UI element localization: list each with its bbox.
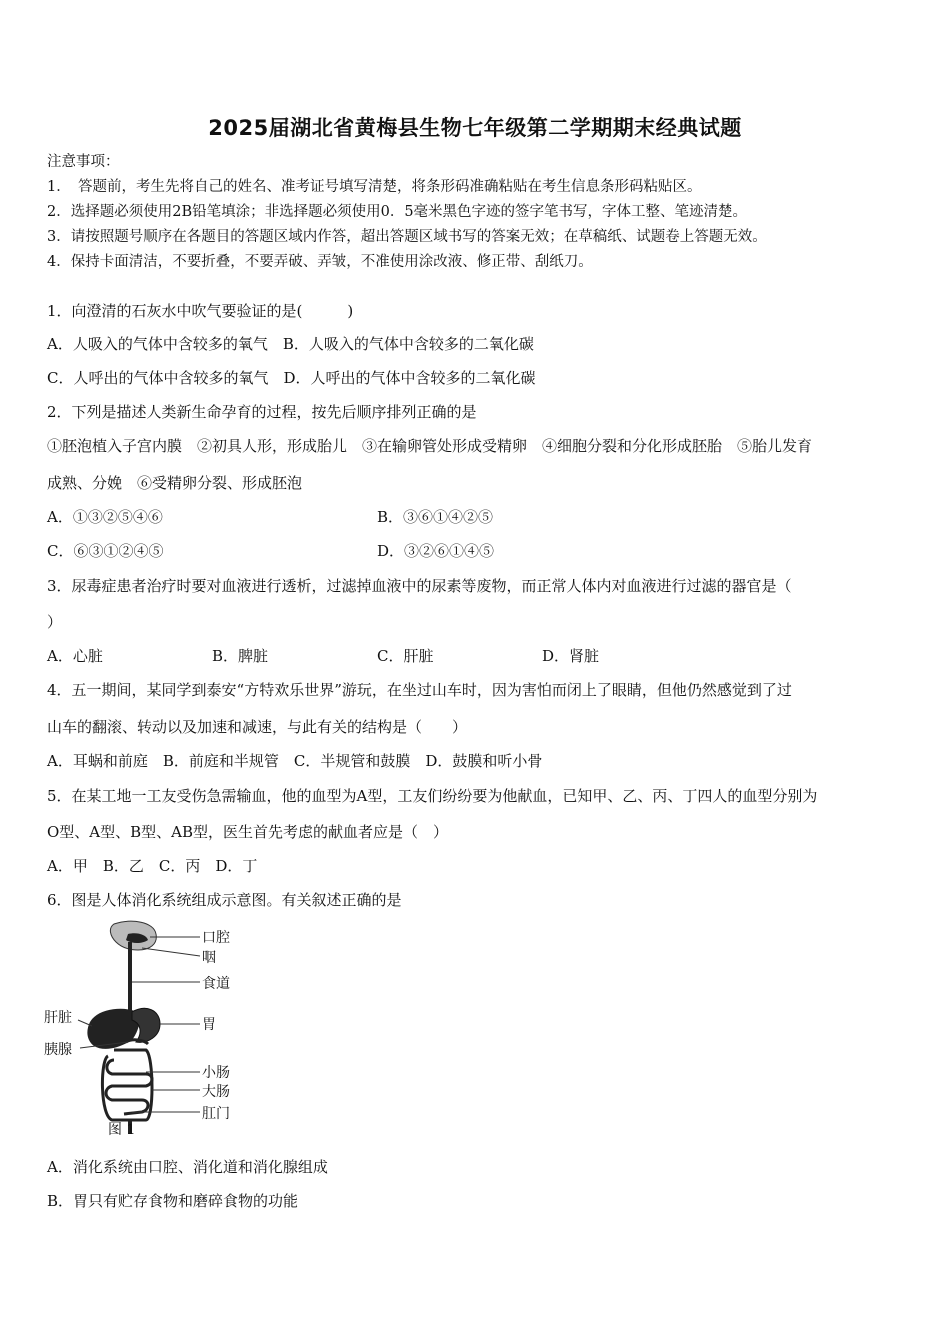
figure-label-pharynx: 咽 xyxy=(202,950,216,966)
question-5-stem-line1: 5．在某工地一工友受伤急需输血，他的血型为A型，工友们纷纷要为他献血，已知甲、乙、丙、丁四人的血型分别为 xyxy=(47,787,818,805)
question-1-options-row1: A．人吸入的气体中含较多的氧气 B．人吸入的气体中含较多的二氧化碳 xyxy=(47,335,534,353)
question-1-stem: 1．向澄清的石灰水中吹气要验证的是( ) xyxy=(47,302,354,320)
question-3-stem-line2: ） xyxy=(47,613,63,631)
question-2-items-line2: 成熟、分娩 ⑥受精卵分裂、形成胚泡 xyxy=(47,474,303,492)
notice-item: 2．选择题必须使用2B铅笔填涂；非选择题必须使用0．5毫米黑色字迹的签字笔书写，字体工整、笔迹清楚。 xyxy=(47,204,748,220)
question-2-option-b: B．③⑥①④②⑤ xyxy=(377,508,494,526)
notice-heading: 注意事项： xyxy=(47,154,120,170)
notice-item: 4．保持卡面清洁，不要折叠，不要弄破、弄皱，不准使用涂改液、修正带、刮纸刀。 xyxy=(47,254,593,270)
question-2-items-line1: ①胚泡植入子宫内膜 ②初具人形，形成胎儿 ③在输卵管处形成受精卵 ④细胞分裂和分化形成胚胎 ⑤胎儿发育 xyxy=(47,437,813,455)
question-4-stem-line2: 山车的翻滚、转动以及加速和减速，与此有关的结构是（ ） xyxy=(47,718,468,736)
figure-label-esophagus: 食道 xyxy=(202,976,230,992)
figure-label-mouth: 口腔 xyxy=(202,930,230,946)
notice-item: 1． 答题前，考生先将自己的姓名、准考证号填写清楚，将条形码准确粘贴在考生信息条形码粘贴区。 xyxy=(47,179,702,195)
figure-caption: 图 1 xyxy=(108,1122,136,1138)
question-3-stem-line1: 3．尿毒症患者治疗时要对血液进行透析，过滤掉血液中的尿素等废物，而正常人体内对血液进行过滤的器官是（ xyxy=(47,577,792,595)
question-2-option-a: A．①③②⑤④⑥ xyxy=(47,508,163,526)
question-2-stem: 2．下列是描述人类新生命孕育的过程，按先后顺序排列正确的是 xyxy=(47,403,477,421)
question-5-options: A．甲 B．乙 C．丙 D．丁 xyxy=(47,857,258,875)
figure-label-large-intestine: 大肠 xyxy=(202,1084,230,1100)
figure-label-liver: 肝脏 xyxy=(44,1010,72,1026)
question-2-option-c: C．⑥③①②④⑤ xyxy=(47,542,164,560)
question-3-option-b: B．脾脏 xyxy=(212,647,269,665)
question-6-option-b: B．胃只有贮存食物和磨碎食物的功能 xyxy=(47,1192,299,1210)
question-2-option-d: D．③②⑥①④⑤ xyxy=(377,542,495,560)
figure-label-pancreas: 胰腺 xyxy=(44,1042,72,1058)
page-title: 2025届湖北省黄梅县生物七年级第二学期期末经典试题 xyxy=(208,116,742,140)
question-4-options: A．耳蜗和前庭 B．前庭和半规管 C．半规管和鼓膜 D．鼓膜和听小骨 xyxy=(47,752,543,770)
figure-label-small-intestine: 小肠 xyxy=(202,1065,230,1081)
question-6-option-a: A．消化系统由口腔、消化道和消化腺组成 xyxy=(47,1158,328,1176)
digestive-system-figure xyxy=(42,920,252,1145)
question-3-option-c: C．肝脏 xyxy=(377,647,434,665)
question-3-option-d: D．肾脏 xyxy=(542,647,600,665)
question-4-stem-line1: 4．五一期间，某同学到泰安“方特欢乐世界”游玩，在坐过山车时，因为害怕而闭上了眼睛，但他仍然感觉到了过 xyxy=(47,681,792,699)
notice-item: 3．请按照题号顺序在各题目的答题区域内作答，超出答题区域书写的答案无效；在草稿纸、试题卷上答题无效。 xyxy=(47,229,767,245)
question-6-stem: 6．图是人体消化系统组成示意图。有关叙述正确的是 xyxy=(47,891,402,909)
question-5-stem-line2: O型、A型、B型、AB型，医生首先考虑的献血者应是（ ） xyxy=(47,823,449,841)
figure-label-stomach: 胃 xyxy=(202,1017,216,1033)
question-3-option-a: A．心脏 xyxy=(47,647,103,665)
figure-label-anus: 肛门 xyxy=(202,1106,230,1122)
question-1-options-row2: C．人呼出的气体中含较多的氧气 D．人呼出的气体中含较多的二氧化碳 xyxy=(47,369,536,387)
